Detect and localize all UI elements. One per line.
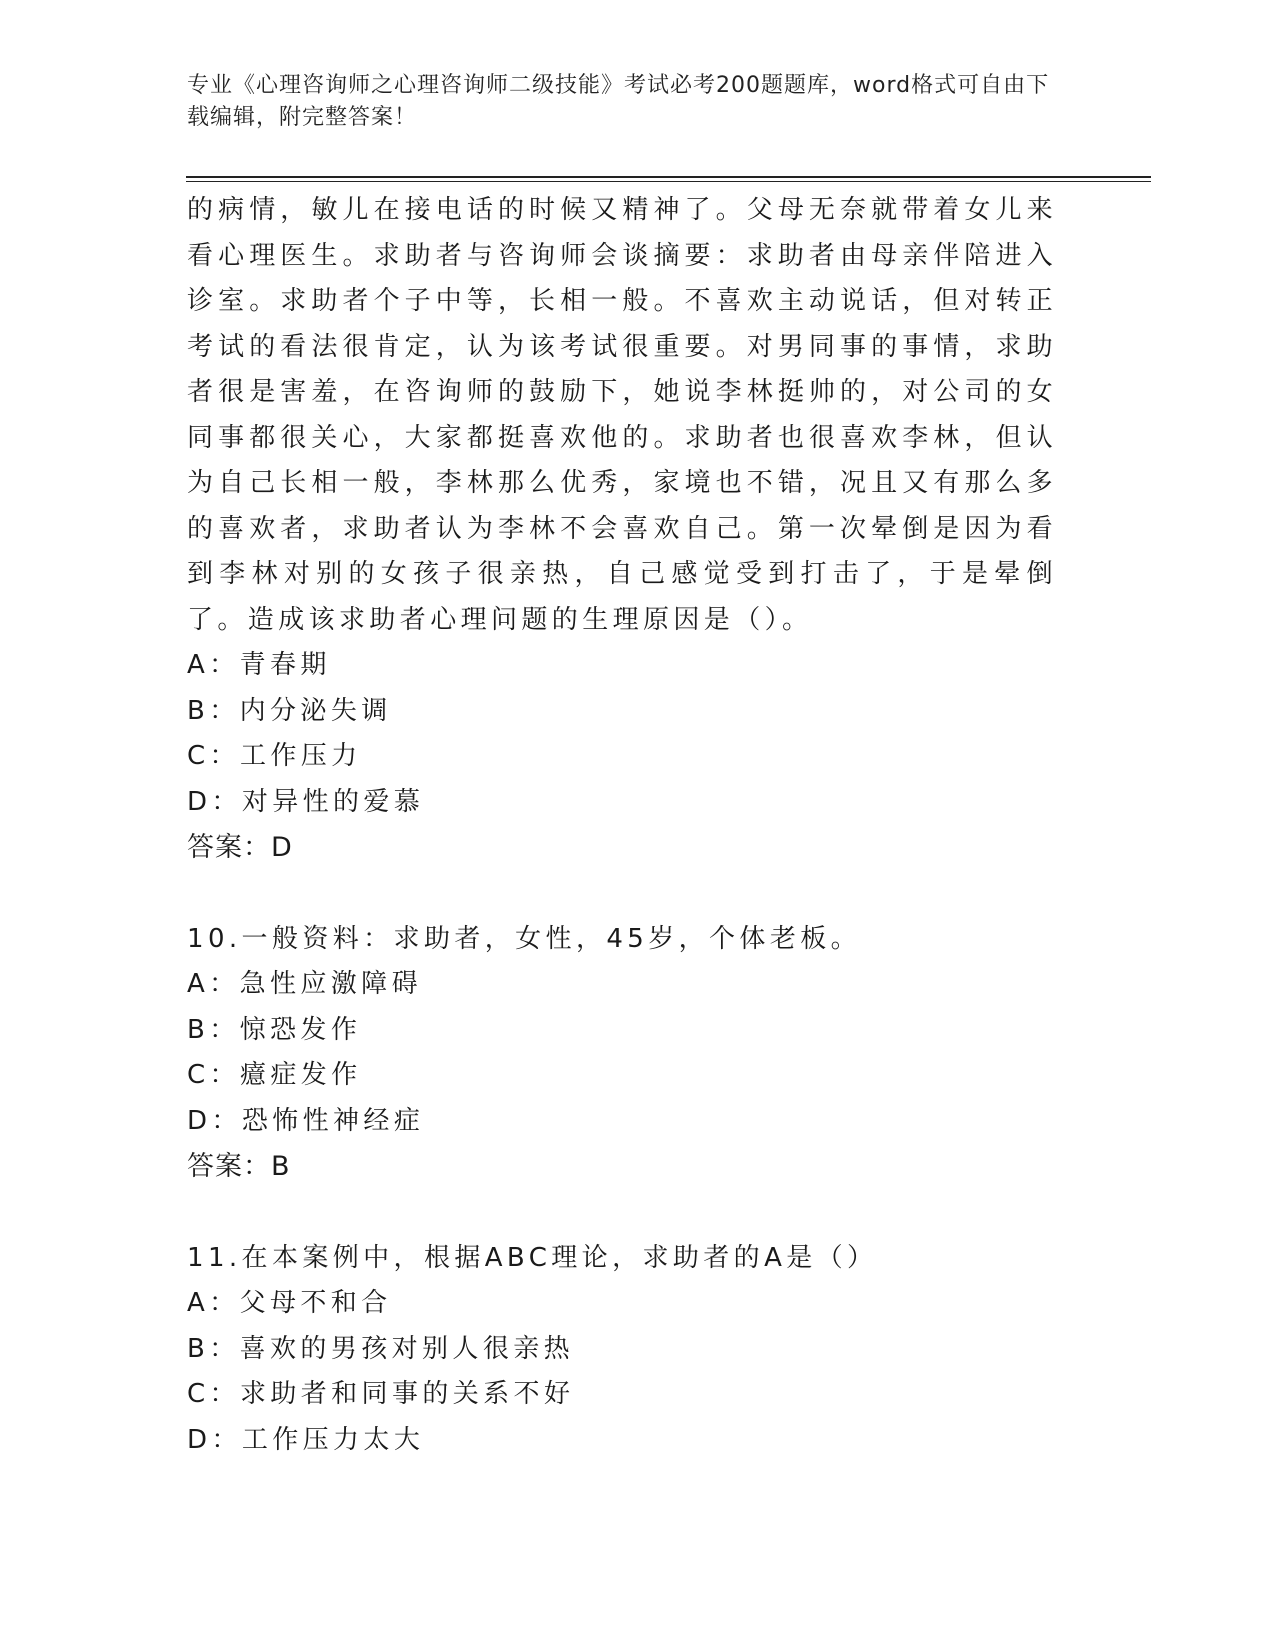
question-11-option-a: A：父母不和合 <box>187 1288 392 1318</box>
question-10-answer: 答案：B <box>187 1151 291 1182</box>
question-10-option-d: D：恐怖性神经症 <box>187 1105 425 1136</box>
document-header: 专业《心理咨询师之心理咨询师二级技能》考试必考200题题库，word格式可自由下载编辑，附完整答案！ <box>187 73 1050 130</box>
question-9-option-c: C：工作压力 <box>187 741 362 771</box>
spacer <box>187 871 1057 917</box>
question-10-option-c: C：癔症发作 <box>187 1060 362 1090</box>
question-11-option-c: C：求助者和同事的关系不好 <box>187 1379 575 1409</box>
question-11 <box>187 1236 1057 1464</box>
header-divider-thick <box>186 176 1151 178</box>
question-10-option-b: B：惊恐发作 <box>187 1014 362 1045</box>
question-11-option-b: B：喜欢的男孩对别人很亲热 <box>187 1333 575 1364</box>
question-9-option-d: D：对异性的爱慕 <box>187 786 425 817</box>
question-9-option-b: B：内分泌失调 <box>187 695 392 726</box>
question-9-option-a: A：青春期 <box>187 650 331 680</box>
spacer <box>187 1190 1057 1236</box>
question-9-text: 的病情，敏儿在接电话的时候又精神了。父母无奈就带着女儿来看心理医生。求助者与咨询师会谈摘要：求助者由母亲伴陪进入诊室。求助者个子中等，长相一般。不喜欢主动说话，但对转正考试的看法很肯定，认为该考试很重要。对男同事的事情，求助者很是害羞，在咨询师的鼓励下，她说李林挺帅的，对公司的女同事都很关心，大家都挺喜欢他的。求助者也很喜欢李林，但认为自己长相一般，李林那么优秀，家境也不错，况且又有那么多的喜欢者，求助者认为李林不会喜欢自己。第一次晕倒是因为看到李林对别的女孩子很亲热，自己感觉受到打击了，于是晕倒了。造成该求助者心理问题的生理原因是（）。 <box>187 195 1057 635</box>
question-9-answer: 答案：D <box>187 832 293 863</box>
document-body <box>187 188 1057 1463</box>
question-11-option-d: D：工作压力太大 <box>187 1424 425 1455</box>
question-10 <box>187 917 1057 1190</box>
question-10-option-a: A：急性应激障碍 <box>187 969 422 999</box>
question-10-text: 10.一般资料：求助者，女性，45岁，个体老板。 <box>187 923 862 954</box>
question-9 <box>187 188 1057 871</box>
header-divider-thin <box>186 181 1151 182</box>
question-11-text: 11.在本案例中，根据ABC理论，求助者的A是（） <box>187 1242 878 1273</box>
